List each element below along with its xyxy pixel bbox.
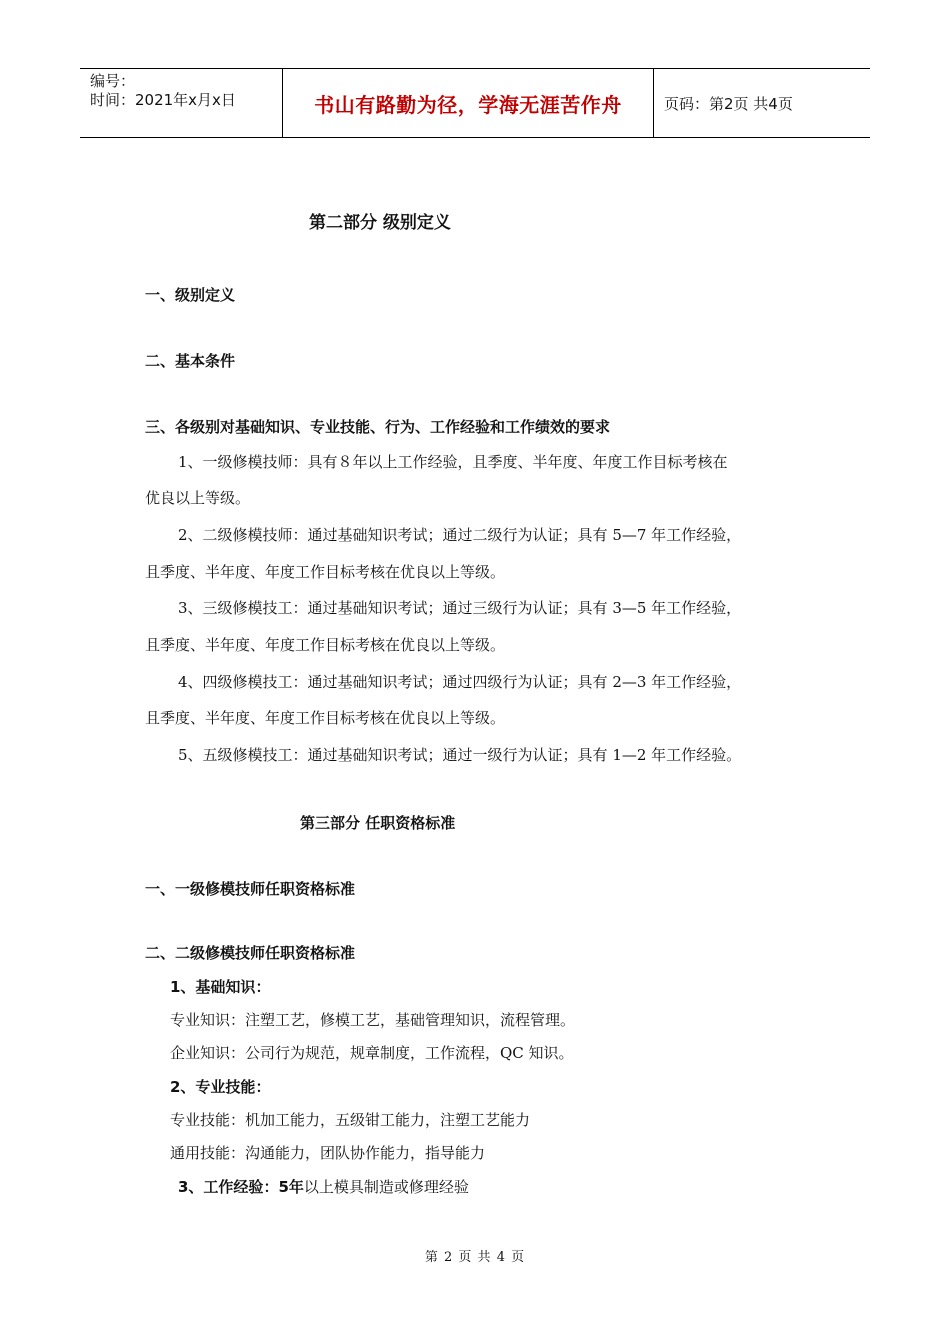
motto: 书山有路勤为径，学海无涯苦作舟 (282, 69, 654, 137)
page-footer: 第 2 页 共 4 页 (424, 1250, 526, 1265)
professional-skills: 专业技能：机加工能力，五级钳工能力，注塑工艺能力 (170, 1111, 531, 1129)
professional-knowledge: 专业知识：注塑工艺，修模工艺，基础管理知识，流程管理。 (170, 1011, 576, 1029)
part3-heading-2: 二、二级修模技师任职资格标准 (145, 944, 356, 962)
work-experience-label: 3、工作经验：5年 (178, 1178, 304, 1196)
page-label: 页码：第2页 共4页 (664, 94, 793, 113)
number-label: 编号： (90, 72, 136, 90)
part2-heading-2: 二、基本条件 (145, 352, 236, 370)
page-header (80, 68, 870, 138)
item1-line2: 优良以上等级。 (145, 489, 251, 507)
item4-line2: 且季度、半年度、年度工作目标考核在优良以上等级。 (145, 709, 506, 727)
item4-line1: 4、四级修模技工：通过基础知识考试；通过四级行为认证；具有 2—3 年工作经验， (178, 673, 742, 691)
section-basic-knowledge: 1、基础知识： (170, 978, 271, 996)
part3-heading-1: 一、一级修模技师任职资格标准 (145, 880, 356, 898)
item5-line1: 5、五级修模技工：通过基础知识考试；通过一级行为认证；具有 1—2 年工作经验。 (178, 746, 742, 764)
general-skills: 通用技能：沟通能力，团队协作能力，指导能力 (170, 1144, 486, 1162)
date-label: 时间：2021年x月x日 (90, 91, 236, 109)
part3-title: 第三部分 任职资格标准 (300, 814, 456, 832)
item3-line1: 3、三级修模技工：通过基础知识考试；通过三级行为认证；具有 3—5 年工作经验， (178, 599, 742, 617)
header-left-cell (80, 69, 282, 137)
section-work-experience (178, 1176, 469, 1197)
item3-line2: 且季度、半年度、年度工作目标考核在优良以上等级。 (145, 636, 506, 654)
item1-line1: 1、一级修模技师：具有８年以上工作经验，且季度、半年度、年度工作目标考核在 (178, 453, 728, 471)
item2-line1: 2、二级修模技师：通过基础知识考试；通过二级行为认证；具有 5—7 年工作经验， (178, 526, 742, 544)
part2-heading-1: 一、级别定义 (145, 286, 236, 304)
item2-line2: 且季度、半年度、年度工作目标考核在优良以上等级。 (145, 563, 506, 581)
part2-title: 第二部分 级别定义 (309, 213, 451, 233)
part2-heading-3: 三、各级别对基础知识、专业技能、行为、工作经验和工作绩效的要求 (145, 418, 611, 436)
section-professional-skills: 2、专业技能： (170, 1078, 271, 1096)
company-knowledge: 企业知识：公司行为规范，规章制度，工作流程，QC 知识。 (170, 1044, 574, 1062)
work-experience-text: 以上模具制造或修理经验 (303, 1178, 469, 1196)
